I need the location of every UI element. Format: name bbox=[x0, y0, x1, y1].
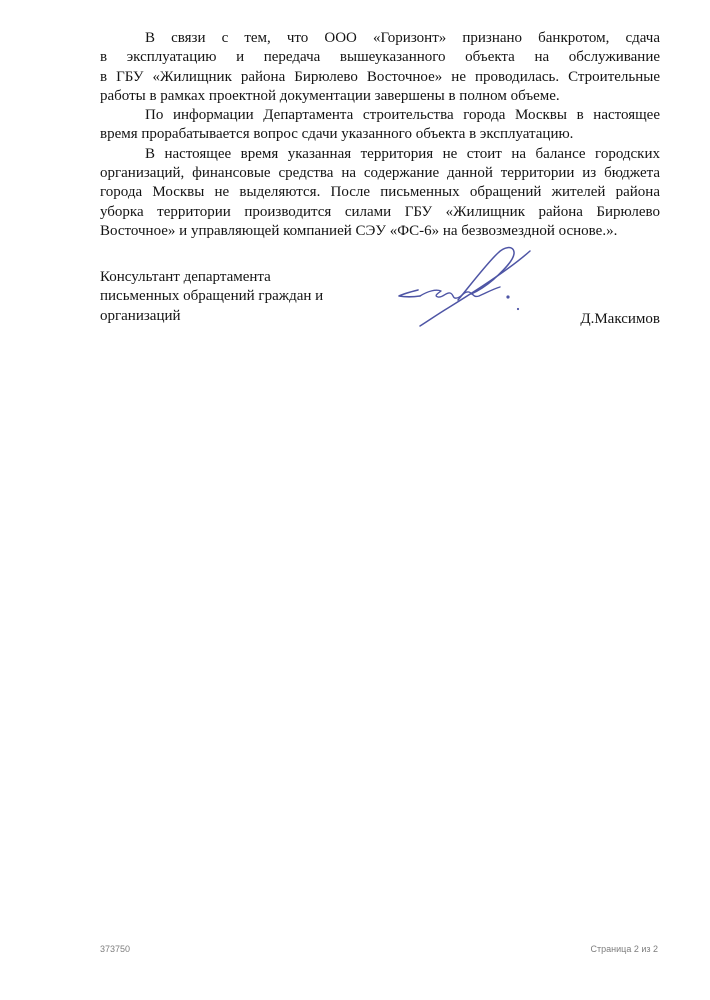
signer-title bbox=[100, 268, 400, 326]
page-footer bbox=[100, 944, 658, 954]
text-line: В связи с тем, что ООО «Горизонт» признано банкротом, сдача bbox=[145, 30, 660, 46]
text-line: организаций, финансовые средства на содержание данной территории из бюджета bbox=[100, 165, 660, 182]
signature-block bbox=[100, 268, 660, 326]
letter-body bbox=[100, 29, 660, 241]
body-paragraph bbox=[100, 106, 660, 145]
body-paragraph bbox=[100, 29, 660, 106]
body-paragraph bbox=[100, 145, 660, 241]
text-line: в эксплуатацию и передача вышеуказанного объекта на обслуживание bbox=[100, 49, 660, 66]
text-line: уборка территории производится силами ГБУ «Жилищник района Бирюлево bbox=[100, 203, 660, 220]
text-line: время прорабатывается вопрос сдачи указанного объекта в эксплуатацию. bbox=[100, 126, 574, 143]
text-line: По информации Департамента строительства города Москвы в настоящее bbox=[145, 107, 660, 124]
text-line: Восточное» и управляющей компанией СЭУ «ФС-6» на безвозмездной основе.». bbox=[100, 222, 618, 239]
text-line: В настоящее время указанная территория не стоит на балансе городских bbox=[145, 145, 660, 162]
signer-title-line: организаций bbox=[100, 307, 181, 324]
footer-page-number: Страница 2 из 2 bbox=[590, 944, 658, 954]
text-line: города Москвы не выделяются. После письменных обращений жителей района bbox=[100, 184, 660, 201]
signer-title-line: Консультант департамента bbox=[100, 269, 271, 285]
footer-doc-number: 373750 bbox=[100, 944, 131, 954]
text-line: в ГБУ «Жилищник района Бирюлево Восточное» не проводилась. Строительные bbox=[100, 68, 660, 85]
text-line: работы в рамках проектной документации завершены в полном объеме. bbox=[100, 87, 560, 104]
signer-title-line: письменных обращений граждан и bbox=[100, 288, 324, 305]
signature-image bbox=[396, 228, 536, 328]
signer-name: Д.Максимов bbox=[580, 310, 660, 327]
